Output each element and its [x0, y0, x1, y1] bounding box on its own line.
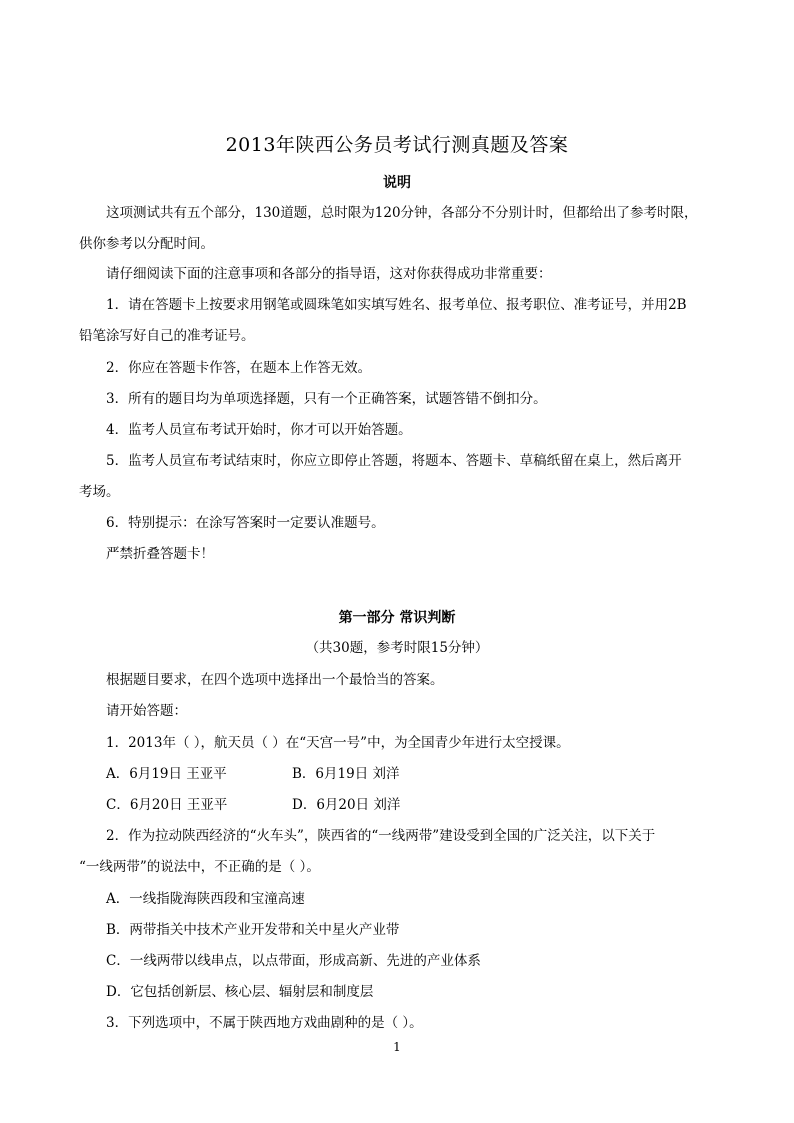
question-1-option-d: D．6月20日 刘洋: [292, 797, 401, 813]
question-2-stem-line-2: “一线两带”的说法中，不正确的是（ ）。: [79, 859, 320, 875]
rule-2: 2．你应在答题卡作答，在题本上作答无效。: [106, 360, 372, 376]
question-2-option-b: B．两带指关中技术产业开发带和关中星火产业带: [106, 922, 400, 938]
intro-heading: 说明: [383, 175, 411, 191]
warning-text: 严禁折叠答题卡！: [106, 546, 214, 562]
question-3-stem: 3．下列选项中，不属于陕西地方戏曲剧种的是（ ）。: [106, 1015, 423, 1031]
rule-5-line-2: 考场。: [79, 484, 120, 500]
intro-paragraph-2: 请仔细阅读下面的注意事项和各部分的指导语，这对你获得成功非常重要：: [106, 266, 552, 282]
rule-1-line-1: 1．请在答题卡上按要求用钢笔或圆珠笔如实填写姓名、报考单位、报考职位、准考证号，并用2B: [106, 297, 687, 313]
question-2-stem-line-1: 2．作为拉动陕西经济的“火车头”，陕西省的“一线两带”建设受到全国的广泛关注，以下关于: [106, 828, 656, 844]
rule-4: 4．监考人员宣布考试开始时，你才可以开始答题。: [106, 422, 412, 438]
rule-3: 3．所有的题目均为单项选择题，只有一个正确答案，试题答错不倒扣分。: [106, 391, 547, 407]
question-1-option-c: C．6月20日 王亚平: [106, 797, 228, 813]
part-1-heading: 第一部分 常识判断: [338, 610, 456, 626]
question-1-option-b: B．6月19日 刘洋: [292, 766, 400, 782]
part-1-note: （共30题，参考时限15分钟）: [305, 640, 489, 656]
document-title: 2013年陕西公务员考试行测真题及答案: [225, 134, 569, 156]
intro-paragraph-1-line-1: 这项测试共有五个部分，130道题，总时限为120分钟，各部分不分别计时，但都给出了参考时限，: [106, 205, 698, 221]
question-1-option-a: A．6月19日 王亚平: [106, 766, 227, 782]
question-2-option-c: C．一线两带以线串点，以点带面，形成高新、先进的产业体系: [106, 953, 481, 969]
intro-paragraph-1-line-2: 供你参考以分配时间。: [79, 236, 214, 252]
rule-5-line-1: 5．监考人员宣布考试结束时，你应立即停止答题，将题本、答题卡、草稿纸留在桌上，然后离开: [106, 453, 682, 469]
part-1-instruction: 根据题目要求，在四个选项中选择出一个最恰当的答案。: [106, 672, 444, 688]
question-2-option-a: A．一线指陇海陕西段和宝潼高速: [106, 891, 305, 907]
question-2-option-d: D．它包括创新层、核心层、辐射层和制度层: [106, 984, 374, 1000]
rule-1-line-2: 铅笔涂写好自己的准考证号。: [79, 328, 255, 344]
rule-6: 6．特别提示：在涂写答案时一定要认准题号。: [106, 515, 385, 531]
question-1-stem: 1．2013年（ ），航天员（ ）在“天宫一号”中，为全国青少年进行太空授课。: [106, 735, 570, 751]
page-number: 1: [393, 1040, 401, 1054]
part-1-start: 请开始答题：: [106, 703, 187, 719]
